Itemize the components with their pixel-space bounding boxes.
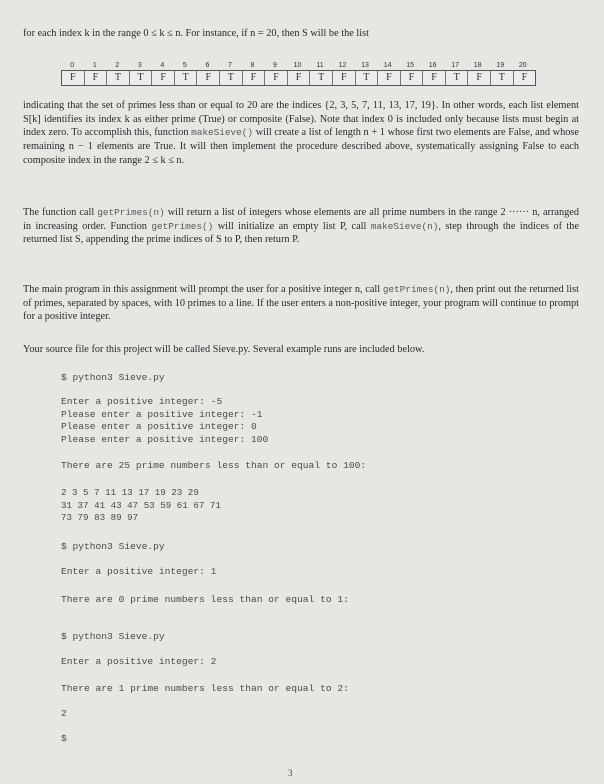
sieve-index-label: 19 xyxy=(496,62,505,69)
sieve-cell: T xyxy=(356,71,379,85)
run3-prompt-symbol: $ xyxy=(61,733,67,744)
paragraph-sieve-explanation: indicating that the set of primes less than or equal to 20 are the indices {2, 3, 5, 7, 11, 13, 17, 19}. In other words, each list element S[k] identifies its index k as either prime (True) or composite (False). Note that index 0 is included only because lists must begin at index zero. To accomplish this, function makeSieve() will create a list of length n + 1 whose first two elements are False, and whose remaining n − 1 elements are True. It will then implement the procedure described above, systematically assigning False to each composite index in the range 2 ≤ k ≤ n. xyxy=(23,100,579,166)
code-makesieve: makeSieve() xyxy=(191,127,254,139)
paragraph-getprimes: The function call getPrimes(n) will return a list of integers whose elements are all prime numbers in the range 2 ······ n, arranged in increasing order. Function getPrimes() will initialize an empty list P, call makeSieve(n), step through the indices of the returned list S, appending the prime indices of S to P, then return P. xyxy=(23,207,580,246)
run3-summary: There are 1 prime numbers less than or equal to 2: xyxy=(61,683,349,694)
sieve-cell: T xyxy=(175,71,198,85)
run1-primes: 2 3 5 7 11 13 17 19 23 29 31 37 41 43 47 53 59 61 67 71 73 79 83 89 97 xyxy=(61,487,221,523)
sieve-cell: F xyxy=(85,71,108,85)
sieve-index-label: 1 xyxy=(92,62,97,69)
run1-prompts: Enter a positive integer: -5 Please enter a positive integer: -1 Please enter a positive integer: 0 Please enter a positive integer: 100 xyxy=(61,396,269,445)
sieve-index-label: 2 xyxy=(115,62,120,69)
sieve-cell: F xyxy=(265,71,288,85)
sieve-cell: F xyxy=(152,71,175,85)
sieve-cell: T xyxy=(310,71,333,85)
sieve-cell: F xyxy=(243,71,266,85)
code-makesieve-n: makeSieve(n) xyxy=(370,220,439,232)
sieve-list-table xyxy=(61,70,536,86)
sieve-index-label: 0 xyxy=(70,62,75,69)
sieve-index-label: 20 xyxy=(518,62,527,69)
sieve-cell: T xyxy=(220,71,243,85)
sieve-index-label: 7 xyxy=(227,62,232,69)
sieve-index-label: 4 xyxy=(160,62,165,69)
sieve-index-label: 16 xyxy=(428,62,437,69)
run2-command: $ python3 Sieve.py xyxy=(61,541,165,552)
run3-prompt: Enter a positive integer: 2 xyxy=(61,656,217,667)
sieve-cell: F xyxy=(333,71,356,85)
sieve-index-label: 12 xyxy=(338,62,347,69)
sieve-cell: T xyxy=(130,71,153,85)
sieve-index-label: 5 xyxy=(182,62,187,69)
sieve-cell: T xyxy=(446,71,469,85)
paragraph-main-program: The main program in this assignment will prompt the user for a positive integer n, call getPrimes(n), then print out the returned list of primes, separated by spaces, with 10 primes to a line. If the user enters a non-positive integer, your program will continue to prompt for a positive integer. xyxy=(23,284,579,323)
sieve-cell: T xyxy=(107,71,130,85)
sieve-cell: F xyxy=(378,71,401,85)
sieve-cell: F xyxy=(62,71,85,85)
sieve-index-label: 11 xyxy=(316,62,324,69)
run1-summary: There are 25 prime numbers less than or equal to 100: xyxy=(61,460,367,471)
run2-summary: There are 0 prime numbers less than or equal to 1: xyxy=(61,594,349,605)
sieve-index-label: 9 xyxy=(273,62,277,69)
sieve-cell: F xyxy=(401,71,424,85)
sieve-index-label: 3 xyxy=(137,62,142,69)
intro-text: for each index k in the range 0 ≤ k ≤ n. For instance, if n = 20, then S will be the list xyxy=(23,28,369,39)
sieve-index-label: 8 xyxy=(250,62,255,69)
code-getprimes: getPrimes() xyxy=(151,220,214,232)
run3-primes: 2 xyxy=(61,708,67,719)
sieve-index-label: 18 xyxy=(473,62,482,69)
code-getprimes-n: getPrimes(n) xyxy=(97,207,165,218)
sieve-index-label: 17 xyxy=(451,62,460,69)
sieve-index-label: 14 xyxy=(383,62,392,69)
sieve-cell: T xyxy=(491,71,514,85)
sieve-index-label: 6 xyxy=(205,62,210,69)
sieve-cell: F xyxy=(197,71,220,85)
paragraph-source-file: Your source file for this project will be called Sieve.py. Several example runs are included below. xyxy=(23,344,425,355)
sieve-index-label: 13 xyxy=(361,62,369,69)
sieve-index-label: 10 xyxy=(293,62,302,69)
run1-command: $ python3 Sieve.py xyxy=(61,372,165,383)
code-getprimes-call: getPrimes(n) xyxy=(382,284,451,295)
sieve-cell: F xyxy=(288,71,311,85)
sieve-cell: F xyxy=(423,71,446,85)
sieve-cell: F xyxy=(468,71,491,85)
sieve-cell: F xyxy=(521,72,528,83)
run3-command: $ python3 Sieve.py xyxy=(61,631,165,642)
page-number: 3 xyxy=(288,768,293,778)
sieve-index-label: 15 xyxy=(406,62,414,69)
run2-prompt: Enter a positive integer: 1 xyxy=(61,566,217,577)
